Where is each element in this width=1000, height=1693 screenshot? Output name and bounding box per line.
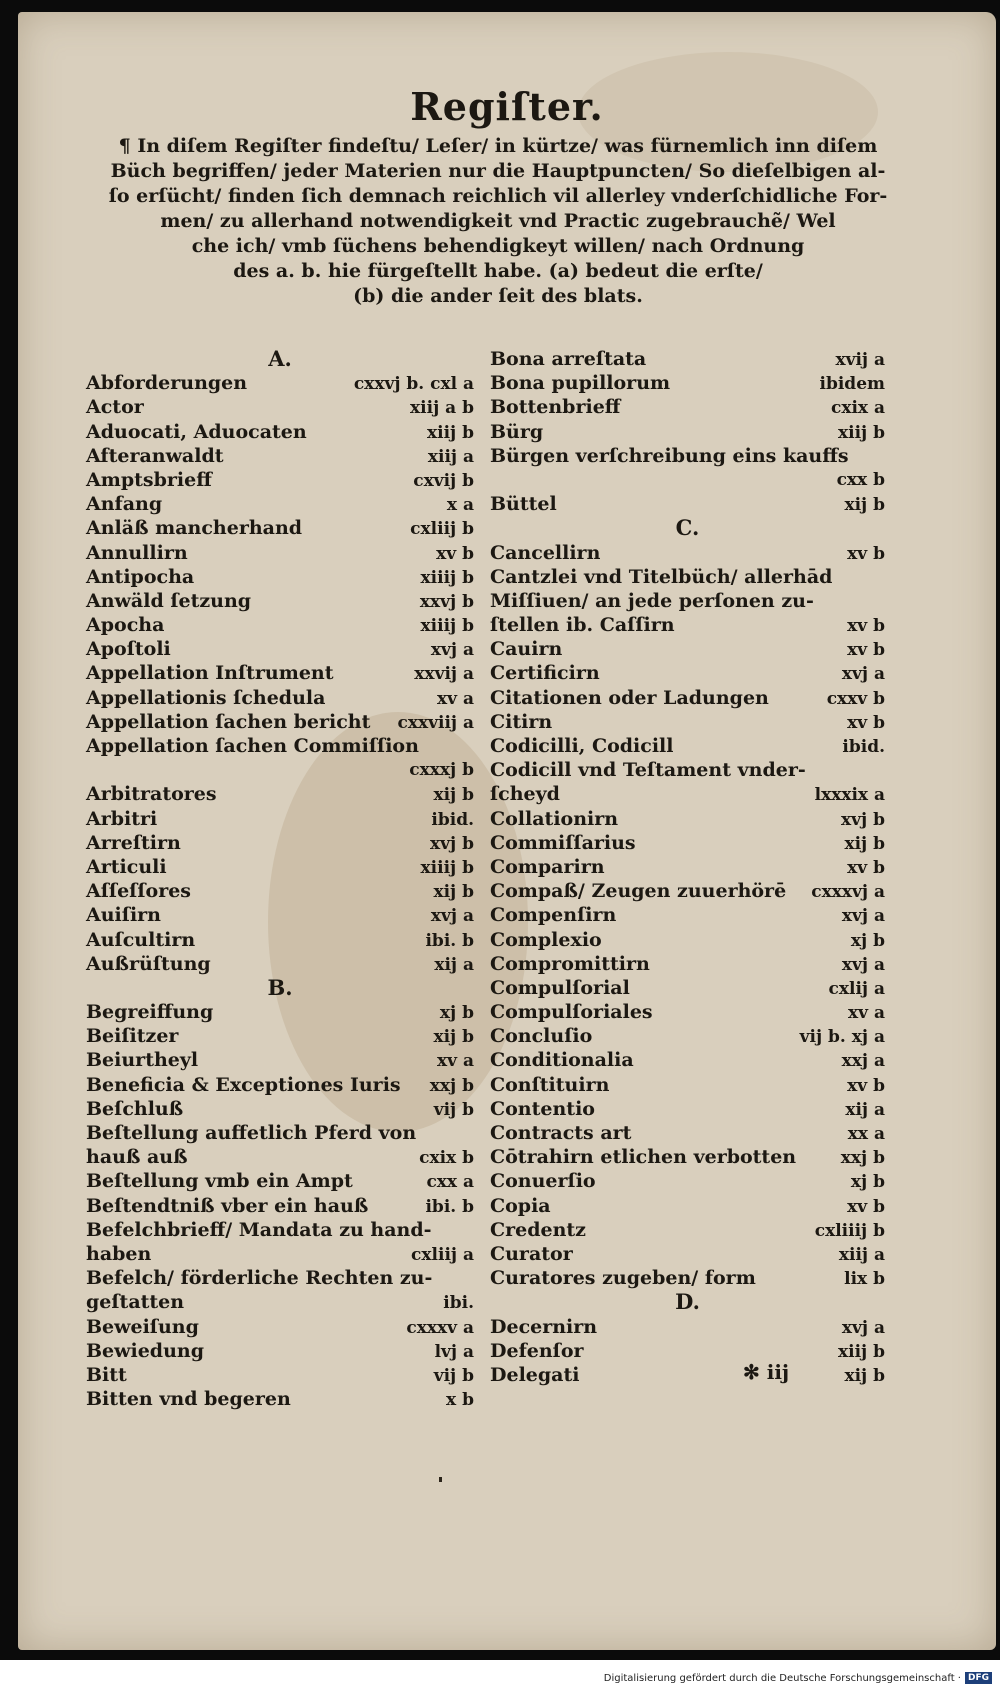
entry-term: Codicill vnd Teſtament vnder- <box>490 759 806 782</box>
entry-term: Curatores zugeben/ form <box>490 1267 756 1290</box>
entry-folio-ref: xv a <box>437 688 474 709</box>
register-entry <box>490 468 885 492</box>
register-entry <box>490 928 885 952</box>
intro-line: des a. b. hie fürgeſtellt habe. (a) bedeut die erſte/ <box>233 260 763 282</box>
entry-folio-ref: xij b <box>844 833 885 854</box>
register-entry <box>86 613 474 637</box>
register-entry <box>490 1315 885 1339</box>
section-letter: C. <box>675 515 700 541</box>
entry-term: Bitten vnd begeren <box>86 1388 291 1411</box>
entry-term: Außrüſtung <box>86 952 211 975</box>
entry-term: Anfang <box>86 493 163 516</box>
entry-folio-ref: xiij a b <box>410 398 474 419</box>
entry-folio-ref: ibidem <box>819 374 885 395</box>
entry-folio-ref: xvj a <box>841 1317 885 1338</box>
register-entry <box>490 1194 885 1218</box>
register-entry <box>86 1194 474 1218</box>
entry-folio-ref: xv a <box>848 1003 885 1024</box>
entry-term: Comparirn <box>490 855 605 878</box>
register-entry <box>86 1073 474 1097</box>
intro-line: ſo erſücht/ finden ſich demnach reichlich vil allerley vnderſchidliche For- <box>108 185 888 207</box>
entry-term: Defenſor <box>490 1339 584 1362</box>
register-entry <box>86 589 474 613</box>
register-entry <box>490 807 885 831</box>
register-entry <box>490 661 885 685</box>
register-entry <box>490 565 885 589</box>
entry-term: Cauirn <box>490 638 563 661</box>
register-entry <box>86 1242 474 1266</box>
register-entry <box>86 516 474 540</box>
entry-folio-ref: cxxvj b. cxl a <box>353 374 474 395</box>
register-entry <box>490 1145 885 1169</box>
register-entry <box>490 710 885 734</box>
entry-term: Conſtituirn <box>490 1073 610 1096</box>
entry-term: Beweiſung <box>86 1315 199 1338</box>
intro-line: (b) die ander ſeit des blats. <box>353 285 643 307</box>
register-entry <box>490 1121 885 1145</box>
entry-term: ſtellen ib. Caſſirn <box>490 614 675 637</box>
entry-folio-ref: xiiij b <box>420 857 474 878</box>
entry-term: Conuerſio <box>490 1170 596 1193</box>
entry-term: Compulſorial <box>490 976 630 999</box>
register-entry <box>490 492 885 516</box>
entry-term: Auiſirn <box>86 904 161 927</box>
entry-term: Credentz <box>490 1218 586 1241</box>
entry-term: Beneficia & Exceptiones Iuris <box>86 1073 401 1096</box>
entry-term: Anläß mancherhand <box>86 517 303 540</box>
entry-folio-ref: xiij a <box>427 446 474 467</box>
register-entry <box>86 855 474 879</box>
entry-term: Bottenbrieff <box>490 396 621 419</box>
register-entry <box>86 1363 474 1387</box>
entry-folio-ref: xij b <box>433 1027 474 1048</box>
entry-term: Compulſoriales <box>490 1001 653 1024</box>
entry-folio-ref: xv b <box>847 543 885 564</box>
entry-folio-ref: ibi. b <box>425 1196 474 1217</box>
entry-term: Compromittirn <box>490 952 650 975</box>
entry-folio-ref: xj b <box>439 1003 474 1024</box>
entry-folio-ref: xij b <box>844 1365 885 1386</box>
entry-term: Cancellirn <box>490 541 601 564</box>
register-entry <box>86 444 474 468</box>
register-entry <box>490 855 885 879</box>
entry-folio-ref: lvj a <box>434 1341 474 1362</box>
register-entry <box>86 831 474 855</box>
register-entry <box>490 952 885 976</box>
register-entry <box>490 1048 885 1072</box>
entry-folio-ref: xvj a <box>841 906 885 927</box>
register-entry <box>86 952 474 976</box>
entry-term: Beſtellung vmb ein Ampt <box>86 1170 353 1193</box>
entry-term: Appellation ſachen Commiſſion <box>86 735 419 757</box>
register-entry <box>86 928 474 952</box>
register-entry <box>86 1266 474 1290</box>
register-entry <box>490 444 885 468</box>
entry-term: Delegati <box>490 1363 580 1386</box>
register-entry <box>86 395 474 419</box>
entry-folio-ref: xxj a <box>841 1051 885 1072</box>
register-entry <box>490 347 885 371</box>
entry-folio-ref: xxvj b <box>419 591 474 612</box>
entry-folio-ref: xiij a <box>838 1244 885 1265</box>
register-entry <box>86 782 474 806</box>
entry-folio-ref: lxxxix a <box>814 785 885 806</box>
entry-folio-ref: xvj a <box>430 906 474 927</box>
register-left-column <box>86 347 474 1411</box>
entry-term: Afteranwaldt <box>86 444 224 467</box>
entry-term: Antipocha <box>86 565 195 588</box>
register-entry <box>86 1024 474 1048</box>
register-entry <box>86 686 474 710</box>
entry-folio-ref: xv b <box>847 616 885 637</box>
entry-folio-ref: xv b <box>847 1075 885 1096</box>
entry-term: Contentio <box>490 1097 595 1120</box>
entry-term: Abforderungen <box>86 372 248 395</box>
register-entry <box>490 831 885 855</box>
entry-term: Amptsbrieff <box>86 468 212 491</box>
page-title: Regiſter. <box>410 84 604 129</box>
entry-folio-ref: xxj b <box>840 1148 885 1169</box>
entry-term: Codicilli, Codicill <box>490 735 674 757</box>
footer-text: Digitalisierung gefördert durch die Deutsche Forschungsgemeinschaft · <box>603 1672 961 1684</box>
entry-folio-ref: ibid. <box>431 809 474 830</box>
entry-folio-ref: xij b <box>433 785 474 806</box>
entry-term: hauß auß <box>86 1146 188 1169</box>
entry-term: Appellation Inſtrument <box>86 662 334 685</box>
entry-term: Bona pupillorum <box>490 372 671 395</box>
entry-term: Aſſeſſores <box>86 880 191 903</box>
register-entry <box>490 976 885 1000</box>
entry-term: Curator <box>490 1242 573 1265</box>
entry-term: Commiſſarius <box>490 831 636 854</box>
entry-folio-ref: xxvij a <box>414 664 474 685</box>
section-letter: A. <box>268 346 292 371</box>
register-entry <box>86 565 474 589</box>
register-entry <box>86 1218 474 1242</box>
register-entry <box>490 371 885 395</box>
intro-paragraph <box>103 134 893 309</box>
entry-term: Bürg <box>490 420 544 443</box>
entry-folio-ref: vij b <box>433 1365 474 1386</box>
entry-folio-ref: cxvij b <box>413 470 474 491</box>
register-entry <box>490 541 885 565</box>
register-entry <box>86 1339 474 1363</box>
register-entry <box>490 1266 885 1290</box>
section-letter: D. <box>675 1289 700 1315</box>
book-page <box>18 12 996 1650</box>
register-entry <box>490 637 885 661</box>
entry-folio-ref: xvj b <box>430 833 474 854</box>
entry-folio-ref: xvj a <box>841 954 885 975</box>
entry-term: Beſtellung auffetlich Pferd von <box>86 1122 417 1144</box>
entry-term: Arreſtirn <box>86 831 181 854</box>
entry-term: Articuli <box>86 855 167 878</box>
ink-mark <box>439 1477 442 1482</box>
entry-folio-ref: cxxviij a <box>397 712 474 733</box>
register-entry <box>490 1024 885 1048</box>
register-entry <box>86 661 474 685</box>
register-entry <box>490 1097 885 1121</box>
entry-term: Complexio <box>490 928 602 951</box>
register-entry <box>86 420 474 444</box>
entry-folio-ref: xij a <box>845 1099 885 1120</box>
catchword: ✻ iij <box>743 1360 790 1384</box>
entry-term: Bona arreſtata <box>490 348 647 370</box>
register-entry <box>490 758 885 782</box>
entry-term: haben <box>86 1242 152 1265</box>
entry-term: Arbitri <box>86 807 158 830</box>
register-entry <box>490 903 885 927</box>
section-letter: B. <box>267 974 293 1000</box>
entry-term: Appellationis ſchedula <box>86 686 326 709</box>
entry-term: Beſchluß <box>86 1097 184 1120</box>
entry-term: Appellation ſachen bericht <box>86 710 371 733</box>
register-entry <box>86 710 474 734</box>
register-entry <box>86 879 474 903</box>
register-entry <box>86 758 474 782</box>
entry-term: Cantzlei vnd Titelbüch/ allerhād <box>490 565 833 588</box>
intro-line: che ich/ vmb ſüchens behendigkeyt willen/ nach Ordnung <box>191 235 805 257</box>
entry-folio-ref: xij b <box>844 495 885 516</box>
entry-term: Begreiffung <box>86 1001 214 1024</box>
register-entry <box>86 637 474 661</box>
entry-term: Compenſirn <box>490 904 617 927</box>
entry-folio-ref: xv b <box>847 712 885 733</box>
register-entry <box>490 782 885 806</box>
dfg-logo: DFG <box>965 1672 992 1684</box>
register-entry <box>86 1145 474 1169</box>
entry-folio-ref: xvj a <box>841 664 885 685</box>
intro-line: ¶ In diſem Regiſter findeſtu/ Leſer/ in kürtze/ was fürnemlich inn diſem <box>118 135 878 157</box>
register-entry <box>86 541 474 565</box>
entry-term: Decernirn <box>490 1315 598 1338</box>
entry-folio-ref: xv b <box>847 640 885 661</box>
entry-term: Citirn <box>490 710 553 733</box>
register-right-column <box>490 347 885 1387</box>
entry-folio-ref: xvij a <box>835 350 885 370</box>
entry-term: Befelch/ förderliche Rechten zu- <box>86 1267 433 1290</box>
entry-term: Miſſiuen/ an jede perſonen zu- <box>490 589 814 612</box>
register-entry <box>86 1097 474 1121</box>
register-entry <box>490 1218 885 1242</box>
register-entry <box>86 371 474 395</box>
register-entry <box>86 1315 474 1339</box>
register-entry <box>490 589 885 613</box>
entry-folio-ref: cxxxvj a <box>811 882 885 903</box>
entry-folio-ref: vij b <box>433 1099 474 1120</box>
entry-folio-ref: xv a <box>437 1051 474 1072</box>
entry-term: Bewiedung <box>86 1339 205 1362</box>
entry-term: Anwäld ſetzung <box>86 589 252 612</box>
entry-term: Befelchbrieff/ Mandata zu hand- <box>86 1218 432 1241</box>
entry-folio-ref: cxliij a <box>411 1244 474 1265</box>
entry-term: Copia <box>490 1194 551 1217</box>
entry-term: Aduocati, Aduocaten <box>86 420 307 443</box>
entry-folio-ref: lix b <box>844 1269 885 1290</box>
entry-term: Beiurtheyl <box>86 1049 199 1072</box>
intro-line: men/ zu allerhand notwendigkeit vnd Practic zugebrauchẽ/ Wel <box>160 210 836 232</box>
entry-folio-ref: cxlij a <box>828 978 885 999</box>
register-entry <box>490 734 885 758</box>
entry-term: Certificirn <box>490 662 600 685</box>
entry-term: Contracts art <box>490 1122 632 1144</box>
entry-term: Auſcultirn <box>86 928 196 951</box>
register-entry <box>86 903 474 927</box>
entry-folio-ref: vij b. xj a <box>799 1027 885 1048</box>
entry-term: Citationen oder Ladungen <box>490 686 769 709</box>
entry-folio-ref: xvj b <box>841 809 885 830</box>
entry-folio-ref: ibid. <box>842 737 885 757</box>
entry-term: Compaß/ Zeugen zuuerhörē <box>490 880 787 903</box>
entry-term: Apocha <box>86 614 165 637</box>
entry-term: Büttel <box>490 493 557 516</box>
digitization-footer <box>604 1672 992 1684</box>
entry-term: Beſtendtniß vber ein hauß <box>86 1194 369 1217</box>
register-entry <box>490 1242 885 1266</box>
entry-folio-ref: xij b <box>433 882 474 903</box>
register-entry <box>490 1363 885 1387</box>
entry-folio-ref: cxxxv a <box>406 1317 474 1338</box>
entry-folio-ref: cxix b <box>419 1148 474 1169</box>
entry-folio-ref: cxliiij b <box>814 1220 885 1241</box>
register-entry <box>490 420 885 444</box>
entry-term: geſtatten <box>86 1291 185 1314</box>
entry-term: Cōtrahirn etlichen verbotten <box>490 1146 797 1169</box>
register-entry <box>86 1048 474 1072</box>
entry-folio-ref: cxxv b <box>826 688 885 709</box>
entry-term: Beiſitzer <box>86 1025 179 1048</box>
entry-folio-ref: ibi. <box>443 1293 474 1314</box>
entry-folio-ref: xij a <box>434 954 474 975</box>
entry-folio-ref: xv b <box>847 857 885 878</box>
entry-term: ſcheyd <box>490 783 560 806</box>
entry-term: Arbitratores <box>86 783 217 806</box>
entry-term: Bitt <box>86 1363 127 1386</box>
entry-folio-ref: cxxxj b <box>409 760 474 781</box>
register-entry <box>490 395 885 419</box>
entry-folio-ref: xj b <box>850 1172 885 1193</box>
register-entry <box>86 468 474 492</box>
entry-folio-ref: xiij b <box>837 422 885 443</box>
register-entry <box>490 1339 885 1363</box>
register-entry <box>490 1000 885 1024</box>
entry-term: Concluſio <box>490 1025 593 1048</box>
register-entry <box>86 734 474 758</box>
entry-folio-ref: xj b <box>850 930 885 951</box>
entry-term: Conditionalia <box>490 1049 634 1072</box>
register-entry <box>86 807 474 831</box>
entry-folio-ref: cxliij b <box>410 519 474 540</box>
register-entry <box>86 1169 474 1193</box>
entry-term: Collationirn <box>490 807 619 830</box>
register-entry <box>490 879 885 903</box>
intro-line: Büch begriffen/ jeder Materien nur die Hauptpuncten/ So dieſelbigen al- <box>110 160 886 182</box>
register-entry <box>490 686 885 710</box>
entry-folio-ref: xiiij b <box>420 567 474 588</box>
entry-folio-ref: cxix a <box>830 398 885 419</box>
entry-folio-ref: xiij b <box>426 422 474 443</box>
register-entry <box>490 1169 885 1193</box>
register-entry <box>86 1000 474 1024</box>
entry-folio-ref: ibi. b <box>425 930 474 951</box>
entry-folio-ref: cxx a <box>426 1172 474 1193</box>
entry-folio-ref: x a <box>446 495 474 516</box>
entry-term: Apoſtoli <box>86 638 171 661</box>
register-entry <box>86 1121 474 1145</box>
entry-folio-ref: x b <box>446 1390 474 1411</box>
entry-folio-ref: xx a <box>847 1124 885 1144</box>
entry-folio-ref: xv b <box>847 1196 885 1217</box>
entry-term: Actor <box>86 396 144 419</box>
entry-folio-ref: cxx b <box>836 469 885 490</box>
entry-term: Bürgen verſchreibung eins kauffs <box>490 444 849 467</box>
register-entry <box>86 1290 474 1314</box>
entry-folio-ref: xv b <box>436 543 474 564</box>
register-entry <box>86 492 474 516</box>
entry-folio-ref: xiij b <box>837 1341 885 1362</box>
entry-folio-ref: xiiij b <box>420 616 474 637</box>
entry-folio-ref: xxj b <box>429 1075 474 1096</box>
register-entry <box>86 1387 474 1411</box>
entry-term: Annullirn <box>86 541 188 564</box>
entry-folio-ref: xvj a <box>430 640 474 661</box>
register-entry <box>490 1073 885 1097</box>
register-entry <box>490 613 885 637</box>
